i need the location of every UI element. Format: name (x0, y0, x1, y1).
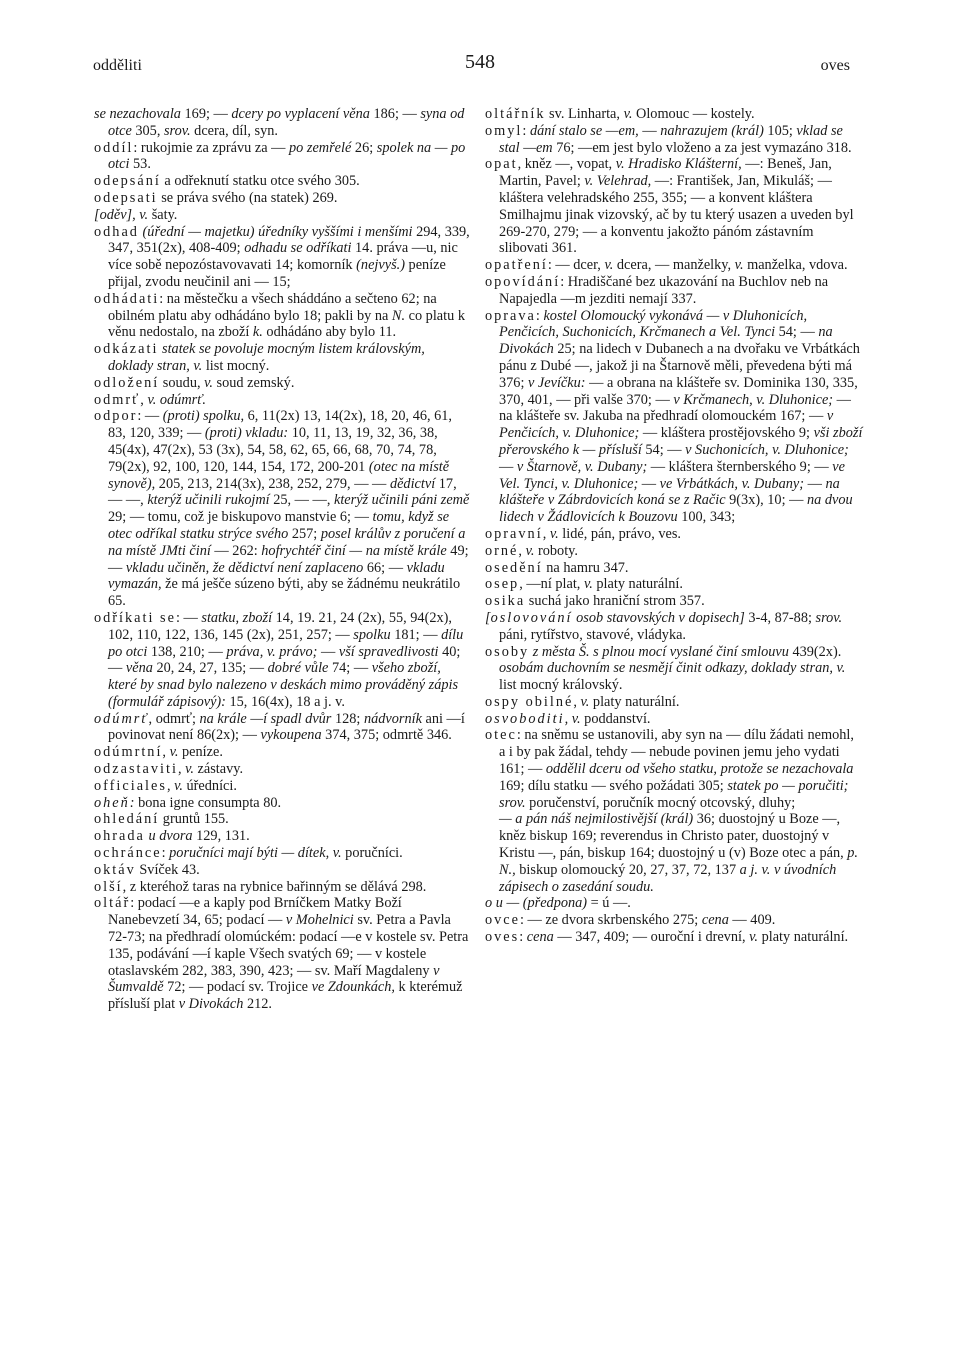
index-entry: oves: cena — 347, 409; — ouroční i drevní, v. platy naturální. (485, 929, 849, 946)
index-entry: osedění na hamru 347. (485, 559, 629, 576)
index-entry: odúmrť, odmrť; na krále —í spadl dvůr 128; nádvorník ani —í povinovat není 86(2x); — vykoupena 374, 375; odmrtě 346. (94, 710, 465, 744)
right-column (485, 106, 863, 946)
index-entry: ospy obilné, v. platy naturální. (485, 693, 680, 710)
index-entry: odkázati statek se povoluje mocným listem královským, doklady stran, v. list mocný. (94, 341, 425, 374)
index-entry: oktáv Svíček 43. (94, 861, 200, 878)
page-number: 548 (465, 51, 495, 73)
index-entry: osep, —ní plat, v. platy naturální. (485, 576, 683, 593)
index-entry: odhad (úřední — majetku) úředníky vyššími i menšími 294, 339, 347, 351(2x), 408-409; odhadu se odříkati 14. práva —u, nic více sobě nepozóstavovavati 14; komorník (nejvyš.) peníze přijal, zvodu neučinil ani — 15; (94, 223, 470, 290)
index-entry: ovce: — ze dvora skrbenského 275; cena — 409. (485, 912, 776, 929)
index-entry: odříkati se: — statku, zboží 14, 19. 21, 24 (2x), 55, 94(2x), 102, 110, 122, 136, 145 (2x), 251, 257; — spolku 181; — dílu po otci 138, 210; — práva, v. právo; — vší spravedlivosti 40; — věna 20, 24, 27, 135; — dobré vůle 74; — všeho zboží, které by snad bylo nalezeno v deskách mimo prováděný zápis (formulář zápisový): 15, 16(4x), 18 a j. v. (94, 609, 464, 710)
index-entry: odzastaviti, v. zástavy. (94, 761, 244, 778)
index-entry: odhádati: na městečku a všech sháddáno a sečteno 62; na obilném platu aby odhádáno bylo 18; pakli by na N. co platu k věnu nedostalo, na zboží k. odhádáno aby bylo 11. (94, 290, 465, 341)
index-entry: oltář: podací —e a kaply pod Brníčkem Matky Boží Nanebevzetí 34, 65; podací — v Mohelnici sv. Petra a Pavla 72-73; na předhradí olomúckém: podací —e v kostele sv. Petra 135, podávání —í kaple Všech svatých 69; — v kostele otaslavském 282, 383, 390, 423; — sv. Maří Magdaleny v Šumvaldě 72; — podací sv. Trojice ve Zdounkách, k kterémuž přísluší plat v Divokách 212. (94, 895, 469, 1013)
index-entry: officiales, v. úředníci. (94, 777, 237, 794)
index-entry: otec: na sněmu se ustanovili, aby syn na — dílu žádati nemohl, a i by pak žádal, tehdy — nebude povinen jemu jeho vydati 161; — oddělil dceru od všeho statku, protože se nezachovala 169; dílu statku — svého požádati 305; statek po — poručiti; srov. poručenství, poručník mocný otcovský, dluhy; — a pán náš nejmilostivější (král) 36; duostojný u Boze —, kněz biskup 169; reverendus in Christo pater, duostojný v Kristu —, pán, biskup 164; duostojný u (v) Boze otec a pán, p. N., biskup olomoucký 20, 27, 37, 72, 137 a j. v. v úvodních zápisech o zasedání soudu. (485, 727, 858, 895)
index-entry: opatření: — dcer, v. dcera, — manželky, v. manželka, vdova. (485, 257, 848, 274)
index-entry: oheň: bona igne consumpta 80. (94, 794, 282, 811)
running-head-right: oves (820, 57, 850, 74)
index-entry: oltářník sv. Linharta, v. Olomouc — kostely. (485, 106, 755, 122)
index-entry: o u — (předpona) = ú —. (485, 895, 631, 912)
index-entry: odpor: — (proti) spolku, 6, 11(2x) 13, 14(2x), 18, 20, 46, 61, 83, 120, 339; — (proti) vkladu: 10, 11, 13, 19, 32, 36, 38, 45(4x), 47(2x), 53 (3x), 54, 58, 62, 65, 66, 68, 70, 74, 78, 79(2x), 92, 100, 120, 144, 154, 172, 200-201 (otec na místě synově), 205, 213, 214(3x), 238, 252, 279, — — dědictví 17, — —, kterýž učinili rukojmí 25, — —, kterýž učinili páni země 29; — tomu, což je biskupovo manstvie 6; — tomu, když se otec odříkal statku strýce svého 257; posel králův z poručení a na místě JMti činí — 262: hofrychtéř činí — na místě krále 49; — vkladu učiněn, že dědictví není zaplaceno 66; — vkladu vymazán, že má ješče súzeno býti, aby se žádnému neukrátilo 65. (94, 408, 470, 610)
index-entry: odmrť, v. odúmrť. (94, 391, 206, 408)
index-entry: se nezachovala 169; — dcery po vyplacení věna 186; — syna od otce 305, srov. dcera, díl, syn. (94, 106, 465, 139)
index-entry: odepsání a odřeknutí statku otce svého 305. (94, 173, 360, 190)
index-entry: osoby z města Š. s plnou mocí vyslané činí smlouvu 439(2x). osobám duchovním se nesmějí činit odkazy, doklady stran, v. list mocný královský. (485, 643, 846, 694)
index-entry: opovídání: Hradiščané bez ukazování na Buchlov neb na Napajedla —m jezditi nemají 337. (485, 273, 829, 307)
index-entry: omyl: dání stalo se —em, — nahrazujem (král) 105; vklad se stal —em 76; —em jest bylo vloženo a za jest vymazáno 318. (485, 122, 852, 156)
index-entry: oddíl: rukojmie za zprávu za — po zemřelé 26; spolek na — po otci 53. (94, 139, 466, 173)
left-column (94, 106, 472, 1013)
index-entry: ohledání gruntů 155. (94, 811, 229, 828)
index-entry: opat, kněz —, vopat, v. Hradisko Klášterní, —: Beneš, Jan, Martin, Pavel; v. Velehrad, —: František, Jan, Mikuláš; — kláštera velehradského 255, 355; — a konvent kláštera Smilhajmu jinak vizovský, ač by tu který usazen a uveden byl 269-270, 279; — a konventu jakožto pánóm zástavním slibovati 361. (485, 156, 854, 257)
index-entry: opravní, v. lidé, pán, právo, ves. (485, 525, 681, 542)
index-entry: ohrada u dvora 129, 131. (94, 828, 250, 845)
index-entry: osika suchá jako hraniční strom 357. (485, 593, 705, 610)
index-entry: odepsati se práva svého (na statek) 269. (94, 189, 338, 206)
index-entry: odložení soudu, v. soud zemský. (94, 374, 295, 391)
index-entry: [oděv], v. šaty. (94, 206, 178, 223)
index-entry: odúmrtní, v. peníze. (94, 744, 223, 761)
running-head-left: odděliti (93, 57, 142, 74)
index-entry: ochránce: poručníci mají býti — dítek, v. poručníci. (94, 845, 403, 862)
index-entry: osvoboditi, v. poddanství. (485, 710, 651, 727)
index-entry: oprava: kostel Olomoucký vykonává — v Dluhonicích, Penčicích, Suchonicích, Krčmanech a Vel. Tynci 54; — na Divokách 25; na lidech v Dubanech a na dvořaku ve Vrbátkách pánu z Dubé —, jakož ji na Štarnově měli, převedena býti má 376; v Jevíčku: — a obrana na klášteře sv. Dominika 130, 335, 370, 401, — při valše 370; — v Krčmanech, v. Dluhonice; — na klášteře sv. Jakuba na předhradí olomouckém 167; — v Penčicích, v. Dluhonice; — kláštera prostějovského 9; vši zboží přerovského k — přísluší 54; — v Suchonicích, v. Dluhonice; — v Štarnově, v. Dubany; — kláštera šternberského 9; — ve Vel. Tynci, v. Dluhonice; — ve Vrbátkách, v. Dubany; — na klášteře v Zábrdovicích koná se z Račic 9(3x), 10; — na dvou lidech v Žádlovicích k Bouzovu 100, 343; (485, 307, 863, 526)
index-entry: olší, z kteréhož taras na rybnice bařinným se dělává 298. (94, 878, 427, 895)
index-entry: orné, v. roboty. (485, 542, 578, 559)
index-entry: [oslovování osob stavovských v dopisech] 3-4, 87-88; srov. páni, rytířstvo, stavové, vládyka. (485, 609, 843, 643)
